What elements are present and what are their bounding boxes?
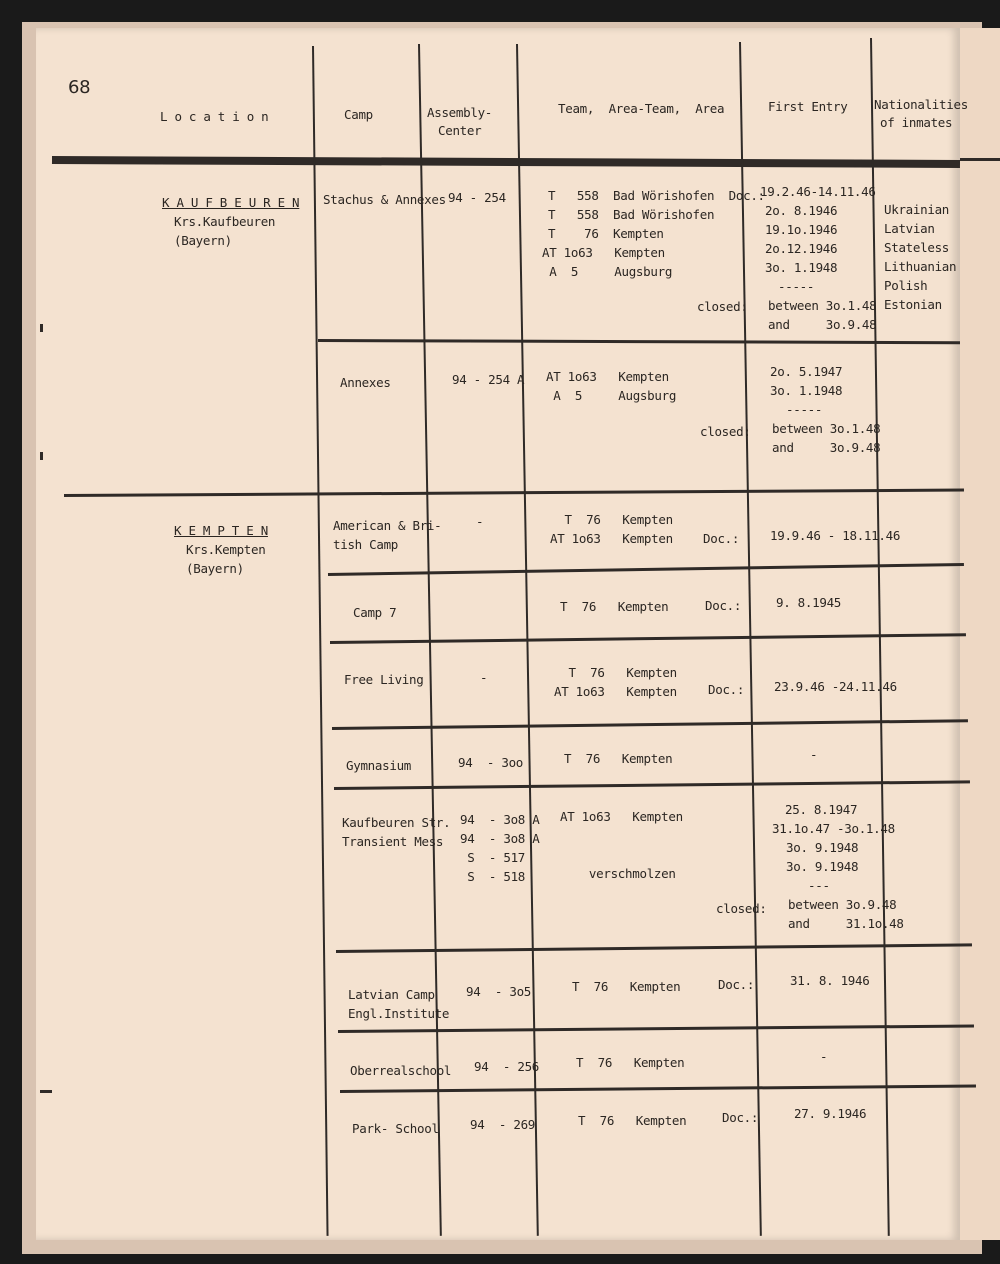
doc-label: Doc.:	[708, 682, 745, 697]
camp-name: Kaufbeuren Str.	[342, 815, 451, 830]
header-rule-next	[960, 158, 1000, 161]
team-line: T 558 Bad Wörishofen	[548, 207, 715, 222]
doc-label: Doc.:	[705, 598, 742, 613]
location-name-kempten: K E M P T E N	[174, 523, 268, 538]
merged-note: verschmolzen	[560, 866, 676, 881]
entry-date: 19.1o.1946	[765, 222, 838, 237]
camp-name: Engl.Institute	[348, 1006, 450, 1021]
team-line: AT 1o63 Kempten	[550, 531, 673, 546]
team-line: AT 1o63 Kempten	[560, 809, 683, 824]
assembly-center: -	[476, 514, 484, 529]
team-line: T 76 Kempten	[550, 512, 673, 527]
entry-date: 23.9.46 -24.11.46	[774, 679, 897, 694]
entry-divider: ---	[808, 878, 830, 893]
entry-date: 19.2.46-14.11.46	[760, 184, 876, 199]
team-line: T 558 Bad Wörishofen Doc.:	[548, 188, 765, 203]
entry-date: between 3o.9.48	[788, 897, 897, 912]
assembly-center: 94 - 3oo	[458, 755, 524, 770]
header-assembly-1: Assembly-	[427, 105, 493, 120]
location-state: (Bayern)	[174, 233, 232, 248]
entry-date: 3o. 9.1948	[786, 840, 859, 855]
team-line: T 76 Kempten	[548, 226, 664, 241]
doc-label: Doc.:	[718, 977, 755, 992]
nationality: Stateless	[884, 240, 950, 255]
nationality: Estonian	[884, 297, 942, 312]
camp-name: Annexes	[340, 375, 391, 390]
entry-date: 27. 9.1946	[794, 1106, 867, 1121]
camp-name: Free Living	[344, 672, 424, 687]
assembly-center: S - 517	[460, 850, 526, 865]
nationality: Lithuanian	[884, 259, 957, 274]
camp-name: Transient Mess	[342, 834, 444, 849]
entry-date: 9. 8.1945	[776, 595, 842, 610]
team-line: A 5 Augsburg	[546, 388, 677, 403]
team-line: T 76 Kempten	[560, 599, 669, 614]
camp-name: tish Camp	[333, 537, 399, 552]
header-assembly-2: Center	[438, 123, 482, 138]
team-line: AT 1o63 Kempten	[554, 684, 677, 699]
margin-mark	[40, 1090, 52, 1093]
camp-name: Park- School	[352, 1121, 439, 1136]
entry-date: -	[820, 1049, 828, 1064]
team-line: T 76 Kempten	[564, 751, 673, 766]
entry-date: and 3o.9.48	[768, 317, 877, 332]
doc-label: Doc.:	[722, 1110, 759, 1125]
team-line: AT 1o63 Kempten	[546, 369, 669, 384]
entry-date: 2o. 5.1947	[770, 364, 843, 379]
entry-divider: -----	[786, 402, 823, 417]
team-line: T 76 Kempten	[578, 1113, 687, 1128]
entry-date: between 3o.1.48	[768, 298, 877, 313]
team-line: A 5 Augsburg	[542, 264, 673, 279]
entry-divider: -----	[778, 279, 815, 294]
entry-date: 3o. 1.1948	[770, 383, 843, 398]
assembly-center: 94 - 254	[448, 190, 506, 205]
assembly-center: 94 - 256	[474, 1059, 540, 1074]
header-nationalities-2: of inmates	[880, 115, 953, 130]
entry-date: 31. 8. 1946	[790, 973, 870, 988]
assembly-center: 94 - 254 A	[452, 372, 525, 387]
camp-name: American & Bri-	[333, 518, 442, 533]
assembly-center: 94 - 3o8 A	[460, 812, 540, 827]
closed-label: closed:	[700, 424, 751, 439]
page-number: 68	[68, 77, 91, 98]
location-district: Krs.Kempten	[186, 542, 266, 557]
camp-name: Oberrealschool	[350, 1063, 452, 1078]
location-state: (Bayern)	[186, 561, 244, 576]
assembly-center: 94 - 3o8 A	[460, 831, 540, 846]
entry-date: and 3o.9.48	[772, 440, 881, 455]
entry-date: between 3o.1.48	[772, 421, 881, 436]
camp-name: Gymnasium	[346, 758, 412, 773]
assembly-center: S - 518	[460, 869, 526, 884]
entry-date: 2o.12.1946	[765, 241, 838, 256]
margin-mark	[40, 324, 43, 332]
location-name-kaufbeuren: K A U F B E U R E N	[162, 195, 300, 210]
margin-mark	[40, 452, 43, 460]
header-camp: Camp	[344, 107, 373, 122]
entry-date: 31.1o.47 -3o.1.48	[772, 821, 895, 836]
header-first-entry: First Entry	[768, 99, 848, 114]
assembly-center: 94 - 269	[470, 1117, 536, 1132]
team-line: T 76 Kempten	[576, 1055, 685, 1070]
nationality: Latvian	[884, 221, 935, 236]
doc-label: Doc.:	[703, 531, 740, 546]
closed-label: closed:	[697, 299, 748, 314]
assembly-center: 94 - 3o5	[466, 984, 532, 999]
team-line: AT 1o63 Kempten	[542, 245, 665, 260]
camp-name: Stachus & Annexes	[323, 192, 446, 207]
location-district: Krs.Kaufbeuren	[174, 214, 276, 229]
closed-label: closed:	[716, 901, 767, 916]
assembly-center: -	[480, 670, 488, 685]
entry-date: 25. 8.1947	[785, 802, 858, 817]
entry-date: 2o. 8.1946	[765, 203, 838, 218]
nationality: Polish	[884, 278, 928, 293]
entry-date: and 31.1o.48	[788, 916, 904, 931]
entry-date: 19.9.46 - 18.11.46	[770, 528, 901, 543]
camp-name: Latvian Camp	[348, 987, 435, 1002]
adjacent-page-edge	[960, 28, 1000, 1240]
entry-date: 3o. 1.1948	[765, 260, 838, 275]
header-team: Team, Area-Team, Area	[558, 101, 725, 116]
team-line: T 76 Kempten	[572, 979, 681, 994]
entry-date: 3o. 9.1948	[786, 859, 859, 874]
team-line: T 76 Kempten	[554, 665, 677, 680]
entry-date: -	[810, 747, 818, 762]
nationality: Ukrainian	[884, 202, 950, 217]
camp-name: Camp 7	[353, 605, 397, 620]
header-location: L o c a t i o n	[160, 109, 269, 124]
header-nationalities-1: Nationalities	[874, 97, 968, 112]
